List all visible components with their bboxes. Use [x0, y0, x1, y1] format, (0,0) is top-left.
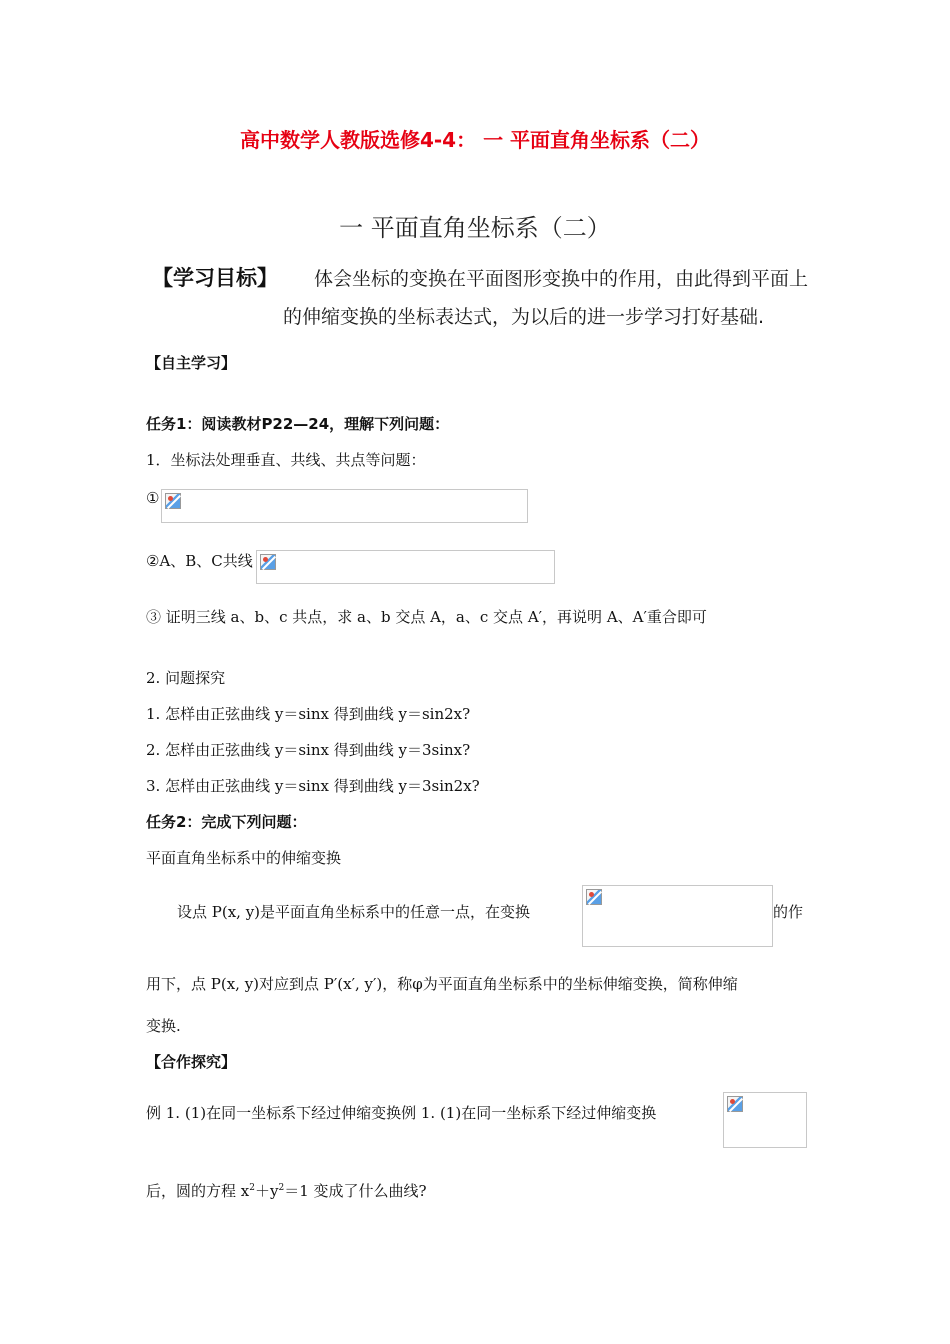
goal-line-1: 体会坐标的变换在平面图形变换中的作用，由此得到平面上 [314, 268, 809, 290]
broken-image-icon [727, 1096, 743, 1112]
example-1-question-mid: ＋y [254, 1182, 279, 1200]
item2-text: 2. 问题探究 [146, 669, 226, 687]
broken-image-icon [586, 889, 602, 905]
scale-paragraph-1: 设点 P(x, y)是平面直角坐标系中的任意一点，在变换 [177, 903, 531, 921]
goal-label: 【学习目标】 [152, 266, 278, 290]
page-title: 高中数学人教版选修4-4： 一 平面直角坐标系（二） [239, 128, 711, 152]
example-1-text: 例 1. (1)在同一坐标系下经过伸缩变换例 1. (1)在同一坐标系下经过伸缩变换 [146, 1104, 657, 1122]
formula-image-3 [582, 885, 773, 947]
formula-image-1 [161, 489, 528, 523]
formula-image-2 [256, 550, 555, 584]
scale-paragraph-1-end: 的作 [773, 903, 804, 921]
task1-text: 任务1：阅读教材P22—24，理解下列问题： [146, 415, 450, 433]
formula-image-4 [723, 1092, 807, 1148]
item1-text: 1．坐标法处理垂直、共线、共点等问题： [146, 451, 426, 469]
question-3: 3. 怎样由正弦曲线 y＝sinx 得到曲线 y＝3sin2x? [146, 777, 480, 795]
scale-paragraph-3: 变换. [146, 1017, 181, 1035]
goal-line-2: 的伸缩变换的坐标表达式，为以后的进一步学习打好基础. [283, 306, 765, 328]
superscript-2: 2 [278, 1183, 285, 1193]
scale-title: 平面直角坐标系中的伸缩变换 [146, 849, 342, 867]
example-1-question-post: ＝1 变成了什么曲线? [284, 1182, 427, 1200]
example-1-question-pre: 后，圆的方程 x [146, 1182, 250, 1200]
question-2: 2. 怎样由正弦曲线 y＝sinx 得到曲线 y＝3sinx? [146, 741, 471, 759]
task2-text: 任务2：完成下列问题： [146, 813, 307, 831]
section-title: 一 平面直角坐标系（二） [339, 214, 611, 242]
broken-image-icon [165, 493, 181, 509]
superscript-2: 2 [249, 1183, 255, 1193]
broken-image-icon [260, 554, 276, 570]
concurrent-text: ③ 证明三线 a、b、c 共点，求 a、b 交点 A，a、c 交点 A′，再说明 A、A′重合即可 [146, 608, 707, 626]
example-1-question [146, 1180, 427, 1201]
coop-heading: 【合作探究】 [146, 1053, 237, 1071]
question-1: 1. 怎样由正弦曲线 y＝sinx 得到曲线 y＝sin2x? [146, 705, 471, 723]
scale-paragraph-2: 用下，点 P(x, y)对应到点 P′(x′, y′)，称φ为平面直角坐标系中的坐标伸缩变换，简称伸缩 [146, 975, 738, 993]
self-study-heading: 【自主学习】 [146, 354, 237, 372]
collinear-text: ②A、B、C共线 [146, 552, 253, 570]
circle-one-label: ① [146, 489, 160, 507]
